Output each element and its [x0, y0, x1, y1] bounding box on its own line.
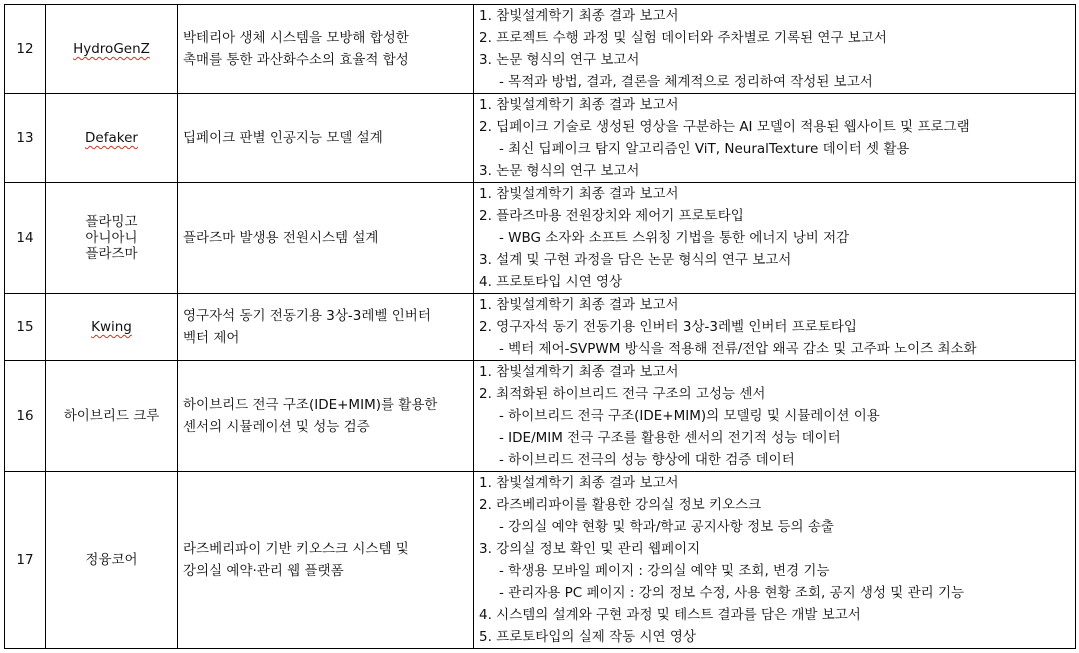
project-title — [178, 472, 474, 649]
team-name-text: 하이브리드 크루 — [63, 408, 160, 424]
project-title — [178, 183, 474, 294]
output-item: 1. 참빛설계학기 최종 결과 보고서 — [479, 97, 679, 113]
output-detail-item: - WBG 소자와 소프트 스위칭 기법을 통한 에너지 낭비 저감 — [499, 230, 850, 246]
project-outputs — [474, 361, 1076, 472]
team-name-line: 아니아니 — [85, 230, 138, 246]
project-title-line: 플라즈마 발생용 전원시스템 설계 — [183, 230, 379, 246]
output-item: 3. 논문 형식의 연구 보고서 — [479, 52, 640, 68]
output-detail-item: - IDE/MIM 전극 구조를 활용한 센서의 전기적 성능 데이터 — [499, 430, 841, 446]
project-row — [5, 294, 1076, 361]
output-detail-item: - 하이브리드 전극의 성능 향상에 대한 검증 데이터 — [499, 452, 795, 468]
project-row — [5, 183, 1076, 294]
project-title-line: 박테리아 생체 시스템을 모방해 합성한 — [183, 30, 409, 46]
team-name-text: Defaker — [85, 130, 138, 146]
output-item: 5. 프로토타입의 실제 작동 시연 영상 — [479, 629, 696, 645]
project-number: 17 — [5, 472, 46, 649]
output-item: 1. 참빛설계학기 최종 결과 보고서 — [479, 364, 679, 380]
output-detail-item: - 하이브리드 전극 구조(IDE+MIM)의 모델링 및 시뮬레이션 이용 — [499, 408, 880, 424]
project-outputs — [474, 183, 1076, 294]
project-table-body — [5, 5, 1076, 649]
output-item: 3. 설계 및 구현 과정을 담은 논문 형식의 연구 보고서 — [479, 252, 792, 268]
project-outputs — [474, 472, 1076, 649]
project-number: 13 — [5, 94, 46, 183]
project-title-line: 강의실 예약·관리 웹 플랫폼 — [183, 563, 344, 579]
output-item: 2. 프로젝트 수행 과정 및 실험 데이터와 주차별로 기록된 연구 보고서 — [479, 30, 887, 46]
team-name — [46, 94, 178, 183]
project-title — [178, 294, 474, 361]
output-item: 2. 라즈베리파이를 활용한 강의실 정보 키오스크 — [479, 497, 762, 513]
output-item: 1. 참빛설계학기 최종 결과 보고서 — [479, 186, 679, 202]
project-row — [5, 472, 1076, 649]
project-title-line: 하이브리드 전극 구조(IDE+MIM)를 활용한 — [183, 397, 438, 413]
output-detail-item: - 최신 딥페이크 탐지 알고리즘인 ViT, NeuralTexture 데이터 셋 활용 — [499, 141, 910, 157]
project-number: 14 — [5, 183, 46, 294]
output-detail-item: - 목적과 방법, 결과, 결론을 체계적으로 정리하여 작성된 보고서 — [499, 74, 873, 90]
project-title — [178, 5, 474, 94]
output-detail-item: - 강의실 예약 현황 및 학과/학교 공지사항 정보 등의 송출 — [499, 519, 834, 535]
team-name-line: 플라밍고 — [85, 214, 138, 230]
output-item: 4. 시스템의 설계와 구현 과정 및 테스트 결과를 담은 개발 보고서 — [479, 607, 861, 623]
team-name — [46, 294, 178, 361]
output-item: 2. 딥페이크 기술로 생성된 영상을 구분하는 AI 모델이 적용된 웹사이트 및 프로그램 — [479, 119, 970, 135]
team-name — [46, 5, 178, 94]
output-item: 2. 최적화된 하이브리드 전극 구조의 고성능 센서 — [479, 386, 766, 402]
team-name-text: HydroGenZ — [73, 41, 150, 57]
project-row — [5, 5, 1076, 94]
output-item: 3. 논문 형식의 연구 보고서 — [479, 163, 640, 179]
output-item: 4. 프로토타입 시연 영상 — [479, 274, 623, 290]
project-title-line: 촉매를 통한 과산화수소의 효율적 합성 — [183, 52, 409, 68]
project-outputs — [474, 5, 1076, 94]
project-outputs — [474, 94, 1076, 183]
project-outputs — [474, 294, 1076, 361]
output-item: 2. 영구자석 동기 전동기용 인버터 3상-3레벨 인버터 프로토타입 — [479, 319, 857, 335]
project-row — [5, 94, 1076, 183]
project-number: 16 — [5, 361, 46, 472]
team-name — [46, 361, 178, 472]
output-detail-item: - 관리자용 PC 페이지 : 강의 정보 수정, 사용 현황 조회, 공지 생성 및 관리 기능 — [499, 585, 965, 601]
output-detail-item: - 벡터 제어-SVPWM 방식을 적용해 전류/전압 왜곡 감소 및 고주파 노이즈 최소화 — [499, 341, 977, 357]
project-title-line: 센서의 시뮬레이션 및 성능 검증 — [183, 419, 370, 435]
output-item: 1. 참빛설계학기 최종 결과 보고서 — [479, 8, 679, 24]
output-item: 1. 참빛설계학기 최종 결과 보고서 — [479, 297, 679, 313]
project-row — [5, 361, 1076, 472]
output-item: 3. 강의실 정보 확인 및 관리 웹페이지 — [479, 541, 701, 557]
team-name-text: 정융코어 — [85, 552, 138, 568]
team-name-text: Kwing — [91, 319, 132, 335]
project-title-line: 딥페이크 판별 인공지능 모델 설계 — [183, 130, 383, 146]
output-item: 2. 플라즈마용 전원장치와 제어기 프로토타입 — [479, 208, 744, 224]
project-title — [178, 361, 474, 472]
project-title-line: 벡터 제어 — [183, 330, 240, 346]
output-detail-item: - 학생용 모바일 페이지 : 강의실 예약 및 조회, 변경 기능 — [499, 563, 830, 579]
team-name — [46, 472, 178, 649]
project-number: 12 — [5, 5, 46, 94]
output-item: 1. 참빛설계학기 최종 결과 보고서 — [479, 475, 679, 491]
project-table — [4, 4, 1076, 649]
project-title-line: 영구자석 동기 전동기용 3상-3레벨 인버터 — [183, 308, 431, 324]
team-name — [46, 183, 178, 294]
project-title — [178, 94, 474, 183]
team-name-line: 플라즈마 — [85, 246, 138, 262]
project-title-line: 라즈베리파이 기반 키오스크 시스템 및 — [183, 541, 409, 557]
project-number: 15 — [5, 294, 46, 361]
